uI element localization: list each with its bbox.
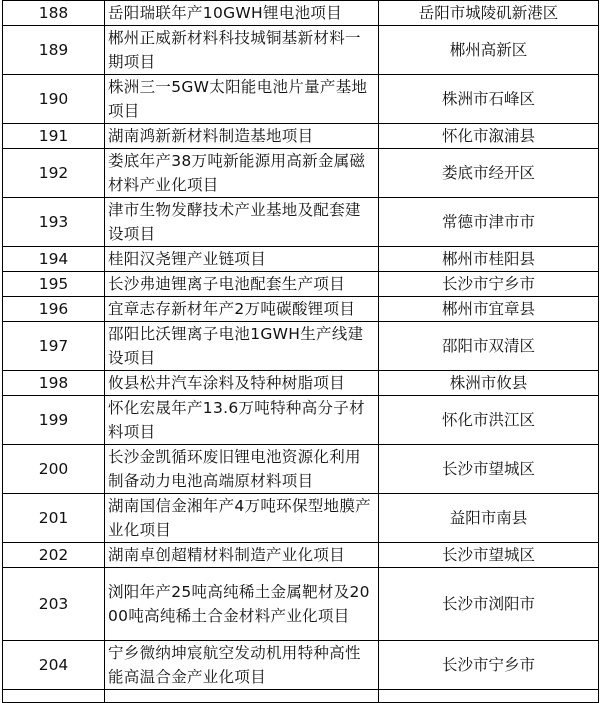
project-name: 湖南鸿新新材料制造基地项目 [105, 124, 379, 149]
project-name: 攸县松井汽车涂料及特种树脂项目 [105, 371, 379, 396]
project-name: 怀化宏晟年产13.6万吨特种高分子材料项目 [105, 396, 379, 445]
table-row [3, 149, 599, 198]
project-location: 郴州市桂阳县 [379, 247, 599, 272]
project-name: 娄底年产38万吨新能源用高新金属磁材料产业化项目 [105, 149, 379, 198]
row-number [3, 690, 105, 703]
table-row [3, 297, 599, 322]
project-table [2, 0, 599, 703]
row-number: 204 [3, 641, 105, 690]
table-row [3, 494, 599, 543]
project-location: 株洲市攸县 [379, 371, 599, 396]
project-list-sheet [2, 0, 598, 703]
row-number: 203 [3, 568, 105, 641]
table-row [3, 396, 599, 445]
project-location: 郴州市宜章县 [379, 297, 599, 322]
project-location [379, 690, 599, 703]
project-name: 津市生物发酵技术产业基地及配套建设项目 [105, 198, 379, 247]
project-location: 长沙市浏阳市 [379, 568, 599, 641]
project-location: 怀化市洪江区 [379, 396, 599, 445]
row-number: 189 [3, 26, 105, 75]
table-row [3, 247, 599, 272]
table-row [3, 75, 599, 124]
row-number: 192 [3, 149, 105, 198]
table-row [3, 445, 599, 494]
table-row [3, 322, 599, 371]
project-name: 浏阳年产25吨高纯稀土金属靶材及2000吨高纯稀土合金材料产业化项目 [105, 568, 379, 641]
table-row-partial [3, 690, 599, 703]
row-number: 191 [3, 124, 105, 149]
row-number: 194 [3, 247, 105, 272]
project-name [105, 690, 379, 703]
project-name: 桂阳汉尧锂产业链项目 [105, 247, 379, 272]
project-name: 湖南国信金湘年产4万吨环保型地膜产业化项目 [105, 494, 379, 543]
project-location: 郴州高新区 [379, 26, 599, 75]
project-location: 长沙市宁乡市 [379, 641, 599, 690]
project-name: 岳阳瑞联年产10GWH锂电池项目 [105, 1, 379, 26]
project-location: 怀化市溆浦县 [379, 124, 599, 149]
table-row [3, 641, 599, 690]
project-location: 娄底市经开区 [379, 149, 599, 198]
project-name: 郴州正威新材料科技城铜基新材料一期项目 [105, 26, 379, 75]
table-row [3, 568, 599, 641]
table-row [3, 1, 599, 26]
project-name: 宁乡微纳坤宸航空发动机用特种高性能高温合金产业化项目 [105, 641, 379, 690]
row-number: 190 [3, 75, 105, 124]
project-location: 岳阳市城陵矶新港区 [379, 1, 599, 26]
row-number: 195 [3, 272, 105, 297]
row-number: 193 [3, 198, 105, 247]
row-number: 201 [3, 494, 105, 543]
table-row [3, 543, 599, 568]
row-number: 188 [3, 1, 105, 26]
table-row [3, 26, 599, 75]
row-number: 202 [3, 543, 105, 568]
project-location: 长沙市宁乡市 [379, 272, 599, 297]
project-location: 株洲市石峰区 [379, 75, 599, 124]
project-name: 长沙弗迪锂离子电池配套生产项目 [105, 272, 379, 297]
project-name: 邵阳比沃锂离子电池1GWH生产线建设项目 [105, 322, 379, 371]
row-number: 198 [3, 371, 105, 396]
table-row [3, 371, 599, 396]
project-name: 株洲三一5GW太阳能电池片量产基地项目 [105, 75, 379, 124]
row-number: 199 [3, 396, 105, 445]
project-location: 邵阳市双清区 [379, 322, 599, 371]
project-location: 长沙市望城区 [379, 543, 599, 568]
project-name: 宜章志存新材年产2万吨碳酸锂项目 [105, 297, 379, 322]
row-number: 197 [3, 322, 105, 371]
table-row [3, 124, 599, 149]
project-location: 长沙市望城区 [379, 445, 599, 494]
table-row [3, 272, 599, 297]
row-number: 196 [3, 297, 105, 322]
row-number: 200 [3, 445, 105, 494]
project-location: 益阳市南县 [379, 494, 599, 543]
project-name: 长沙金凯循环废旧锂电池资源化利用制备动力电池高端原材料项目 [105, 445, 379, 494]
project-location: 常德市津市市 [379, 198, 599, 247]
table-row [3, 198, 599, 247]
project-name: 湖南卓创超精材料制造产业化项目 [105, 543, 379, 568]
